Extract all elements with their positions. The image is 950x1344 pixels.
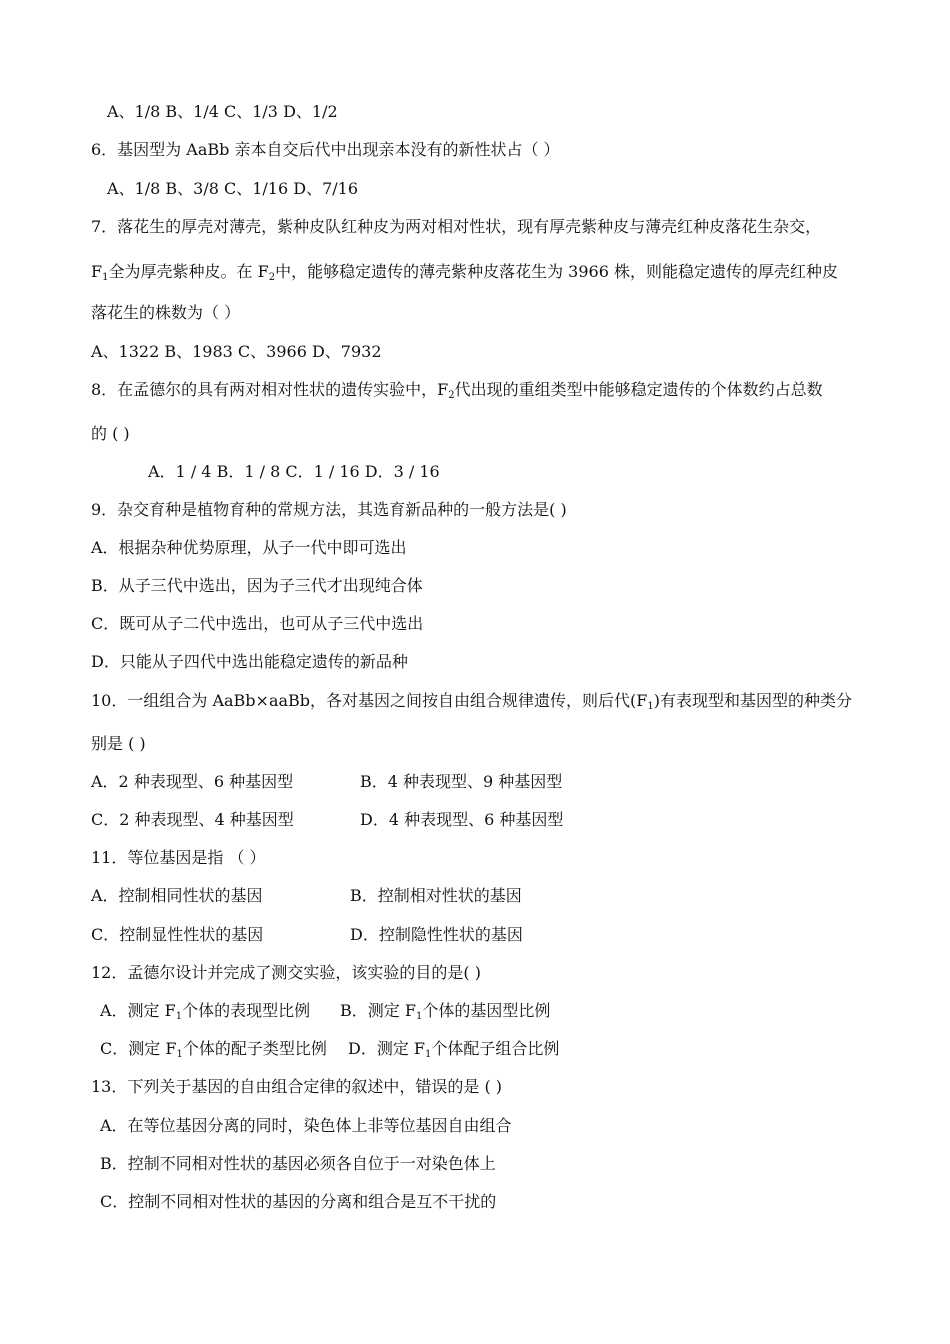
q12-option-a: A．测定 $F_1$个体的表现型比例 — [100, 1001, 311, 1022]
q8-options: A．1 / 4 B．1 / 8 C．1 / 16 D．3 / 16 — [148, 462, 440, 481]
q13-option-c: C．控制不同相对性状的基因的分离和组合是互不干扰的 — [100, 1192, 497, 1211]
q13-option-a: A．在等位基因分离的同时，染色体上非等位基因自由组合 — [100, 1116, 512, 1135]
q11-option-a: A．控制相同性状的基因 — [91, 886, 263, 905]
q9-option-a: A．根据杂种优势原理，从子一代中即可选出 — [91, 538, 407, 557]
q7-stem-line3: 落花生的株数为（ ） — [91, 303, 241, 322]
q12-option-d: D．测定 $F_1$个体配子组合比例 — [348, 1039, 560, 1060]
q10-stem-line2: 别是 ( ) — [91, 734, 146, 753]
q10-option-d: D．4 种表现型、6 种基因型 — [360, 810, 564, 829]
q10-option-a: A．2 种表现型、6 种基因型 — [91, 772, 294, 791]
q10-option-c: C．2 种表现型、4 种基因型 — [91, 810, 294, 829]
q7-stem-line2: $F_1$全为厚壳紫种皮。在 $F_2$中，能够稳定遗传的薄壳紫种皮落花生为 3966 株，则能稳定遗传的厚壳红种皮 — [91, 262, 838, 283]
q11-option-d: D．控制隐性性状的基因 — [350, 925, 523, 944]
q6-stem: 6．基因型为 AaBb 亲本自交后代中出现亲本没有的新性状占（ ） — [91, 140, 560, 159]
q8-stem-line2: 的 ( ) — [91, 424, 130, 443]
q6-options: A、1/8 B、3/8 C、1/16 D、7/16 — [107, 179, 359, 198]
q12-option-b: B．测定 $F_1$个体的基因型比例 — [340, 1001, 551, 1022]
q9-option-b: B．从子三代中选出，因为子三代才出现纯合体 — [91, 576, 423, 595]
q9-stem: 9．杂交育种是植物育种的常规方法，其选育新品种的一般方法是( ) — [91, 500, 567, 519]
q5-options: A、1/8 B、1/4 C、1/3 D、1/2 — [107, 102, 338, 121]
q8-stem-line1: 8．在孟德尔的具有两对相对性状的遗传实验中，$F_2$代出现的重组类型中能够稳定遗传的个体数约占总数 — [91, 380, 823, 401]
q9-option-d: D．只能从子四代中选出能稳定遗传的新品种 — [91, 652, 408, 671]
q9-option-c: C．既可从子二代中选出，也可从子三代中选出 — [91, 614, 424, 633]
q12-stem: 12．孟德尔设计并完成了测交实验，该实验的目的是( ) — [91, 963, 481, 982]
q11-option-b: B．控制相对性状的基因 — [350, 886, 522, 905]
q11-stem: 11．等位基因是指 （ ） — [91, 848, 266, 867]
q7-options: A、1322 B、1983 C、3966 D、7932 — [91, 342, 382, 361]
q12-option-c: C．测定 $F_1$个体的配子类型比例 — [100, 1039, 327, 1060]
q10-stem-line1: 10．一组组合为 AaBb×aaBb，各对基因之间按自由组合规律遗传，则后代$(F_1)$有表现型和基因型的种类分 — [91, 691, 852, 712]
q11-option-c: C．控制显性性状的基因 — [91, 925, 264, 944]
q7-stem-line1: 7．落花生的厚壳对薄壳，紫种皮队红种皮为两对相对性状，现有厚壳紫种皮与薄壳红种皮落花生杂交， — [91, 217, 822, 236]
q13-stem: 13．下列关于基因的自由组合定律的叙述中，错误的是 ( ) — [91, 1077, 503, 1096]
q13-option-b: B．控制不同相对性状的基因必须各自位于一对染色体上 — [100, 1154, 496, 1173]
q10-option-b: B．4 种表现型、9 种基因型 — [360, 772, 563, 791]
